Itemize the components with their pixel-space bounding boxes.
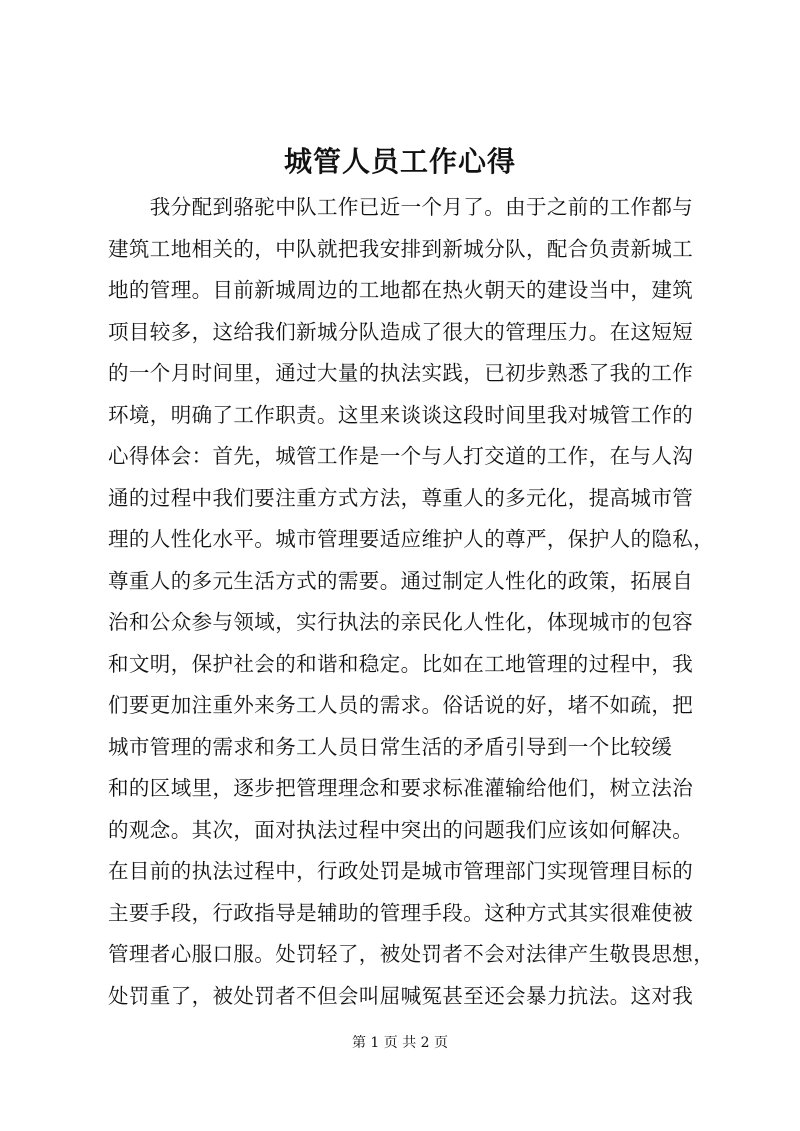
text-line: 环境，明确了工作职责。这里来谈谈这段时间里我对城管工作的: [108, 402, 694, 427]
text-line: 理的人性化水平。城市管理要适应维护人的尊严，保护人的隐私，: [108, 527, 715, 551]
text-line: 们要更加注重外来务工人员的需求。俗话说的好，堵不如疏，把: [108, 693, 694, 717]
page-footer: 第 1 页 共 2 页: [351, 1035, 449, 1051]
document-title: 城管人员工作心得: [283, 145, 516, 178]
text-line: 项目较多，这给我们新城分队造成了很大的管理压力。在这短短: [108, 319, 694, 344]
body-text: [108, 187, 715, 1017]
text-line: 建筑工地相关的，中队就把我安排到新城分队，配合负责新城工: [108, 236, 694, 261]
text-line: 地的管理。目前新城周边的工地都在热火朝天的建设当中，建筑: [108, 278, 694, 302]
text-line: 城市管理的需求和务工人员日常生活的矛盾引导到一个比较缓: [108, 734, 673, 759]
text-line: 心得体会：首先，城管工作是一个与人打交道的工作，在与人沟: [108, 444, 694, 468]
text-line: 处罚重了，被处罚者不但会叫屈喊冤甚至还会暴力抗法。这对我: [108, 983, 694, 1008]
text-line: 和的区域里，逐步把管理理念和要求标准灌输给他们，树立法治: [108, 776, 694, 800]
text-line: 我分配到骆驼中队工作已近一个月了。由于之前的工作都与: [108, 195, 694, 219]
text-line: 和文明，保护社会的和谐和稳定。比如在工地管理的过程中，我: [108, 651, 694, 676]
text-line: 在目前的执法过程中，行政处罚是城市管理部门实现管理目标的: [108, 859, 694, 883]
text-line: 的观念。其次，面对执法过程中突出的问题我们应该如何解决。: [108, 817, 694, 842]
text-line: 主要手段，行政指导是辅助的管理手段。这种方式其实很难使被: [108, 900, 694, 925]
text-line: 尊重人的多元生活方式的需要。通过制定人性化的政策，拓展自: [108, 568, 694, 593]
text-line: 的一个月时间里，通过大量的执法实践，已初步熟悉了我的工作: [108, 361, 694, 385]
text-line: 管理者心服口服。处罚轻了，被处罚者不会对法律产生敬畏思想，: [108, 942, 715, 966]
text-line: 通的过程中我们要注重方式方法，尊重人的多元化，提高城市管: [108, 485, 694, 510]
text-line: 治和公众参与领域，实行执法的亲民化人性化，体现城市的包容: [108, 610, 694, 634]
